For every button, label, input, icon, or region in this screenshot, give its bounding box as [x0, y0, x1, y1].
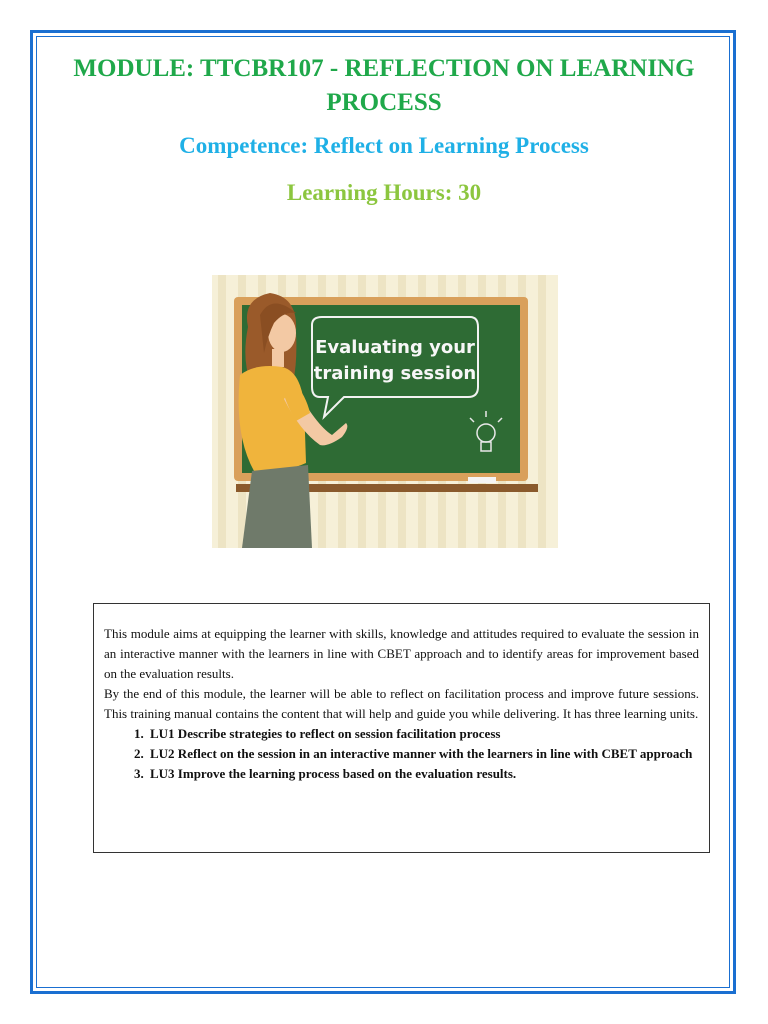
learning-unit-item: 1. LU1 Describe strategies to reflect on session facilitation process [147, 724, 699, 744]
description-paragraph-1: This module aims at equipping the learner with skills, knowledge and attitudes required to evaluate the session in an interactive manner with the learners in line with CBET approach and to identify areas for improvement based on the evaluation results. [104, 626, 699, 681]
module-description-box [93, 603, 710, 853]
chalk-eraser [468, 477, 496, 483]
learning-unit-item: 2. LU2 Reflect on the session in an interactive manner with the learners in line with CBET approach [147, 744, 699, 764]
module-title: MODULE: TTCBR107 - REFLECTION ON LEARNING PROCESS [73, 55, 695, 116]
learning-unit-item: 3. LU3 Improve the learning process based on the evaluation results. [147, 764, 699, 784]
board-text-line2: training session [313, 363, 477, 384]
board-text-line1: Evaluating your [315, 337, 475, 358]
learning-hours-heading: Learning Hours: 30 [286, 180, 482, 205]
learning-units-list [104, 724, 699, 784]
competence-heading: Competence: Reflect on Learning Process [179, 133, 589, 158]
teacher-chalkboard-illustration [212, 275, 558, 548]
description-paragraph-2: By the end of this module, the learner will be able to reflect on facilitation process and improve future sessions. This training manual contains the content that will help and guide you while delivering. It has three learning units. [104, 686, 699, 721]
